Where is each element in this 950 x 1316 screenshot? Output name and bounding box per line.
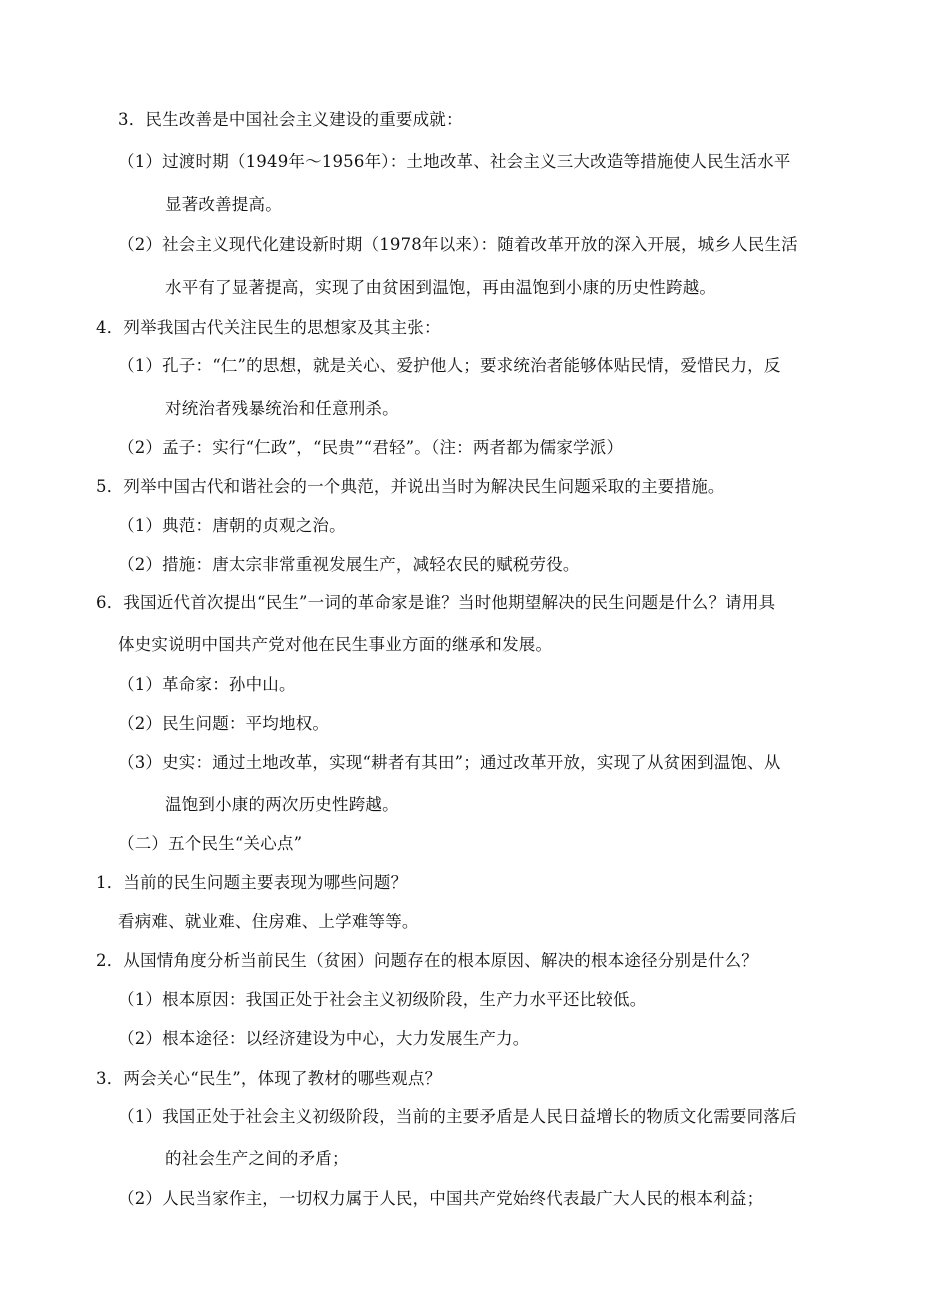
- text-line: 显著改善提高。: [165, 195, 282, 214]
- text-line: （1）典范：唐朝的贞观之治。: [118, 516, 346, 535]
- text-line: （1）根本原因：我国正处于社会主义初级阶段，生产力水平还比较低。: [118, 990, 647, 1009]
- text-line: 4．列举我国古代关注民生的思想家及其主张：: [96, 318, 441, 337]
- text-line: 看病难、就业难、住房难、上学难等等。: [118, 912, 419, 931]
- text-line: （2）社会主义现代化建设新时期（1978年以来）：随着改革开放的深入开展，城乡人民生活: [118, 235, 798, 254]
- text-line: 体史实说明中国共产党对他在民生事业方面的继承和发展。: [118, 635, 553, 654]
- text-line: 5．列举中国古代和谐社会的一个典范，并说出当时为解决民生问题采取的主要措施。: [96, 477, 725, 496]
- text-line: （3）史实：通过土地改革，实现“耕者有其田”；通过改革开放，实现了从贫困到温饱、从: [118, 753, 781, 772]
- text-line: （1）我国正处于社会主义初级阶段，当前的主要矛盾是人民日益增长的物质文化需要同落后: [118, 1107, 797, 1126]
- text-line: 3．民生改善是中国社会主义建设的重要成就：: [118, 110, 463, 129]
- text-line: （2）民生问题：平均地权。: [118, 714, 330, 733]
- text-line: （1）革命家：孙中山。: [118, 675, 296, 694]
- text-line: 3．两会关心“民生”，体现了教材的哪些观点？: [96, 1069, 442, 1088]
- text-line: （2）措施：唐太宗非常重视发展生产，减轻农民的赋税劳役。: [118, 555, 580, 574]
- text-line: 的社会生产之间的矛盾；: [165, 1149, 349, 1168]
- text-line: 6．我国近代首次提出“民生”一词的革命家是谁？当时他期望解决的民生问题是什么？请用具: [96, 593, 776, 612]
- text-line: （二）五个民生“关心点”: [118, 834, 303, 853]
- text-line: （1）孔子：“仁”的思想，就是关心、爱护他人；要求统治者能够体贴民情，爱惜民力，反: [118, 356, 781, 375]
- text-line: 1．当前的民生问题主要表现为哪些问题？: [96, 873, 408, 892]
- text-line: （2）人民当家作主，一切权力属于人民，中国共产党始终代表最广大人民的根本利益；: [118, 1189, 764, 1208]
- text-line: 对统治者残暴统治和任意刑杀。: [165, 399, 399, 418]
- text-line: 温饱到小康的两次历史性跨越。: [165, 795, 399, 814]
- text-line: （2）孟子：实行“仁政”，“民贵”“君轻”。（注：两者都为儒家学派）: [118, 438, 624, 457]
- text-line: 水平有了显著提高，实现了由贫困到温饱，再由温饱到小康的历史性跨越。: [165, 278, 717, 297]
- text-line: （2）根本途径：以经济建设为中心，大力发展生产力。: [118, 1029, 530, 1048]
- text-line: （1）过渡时期（1949年～1956年）：土地改革、社会主义三大改造等措施使人民生活水平: [118, 152, 791, 171]
- text-line: 2．从国情角度分析当前民生（贫困）问题存在的根本原因、解决的根本途径分别是什么？: [96, 951, 758, 970]
